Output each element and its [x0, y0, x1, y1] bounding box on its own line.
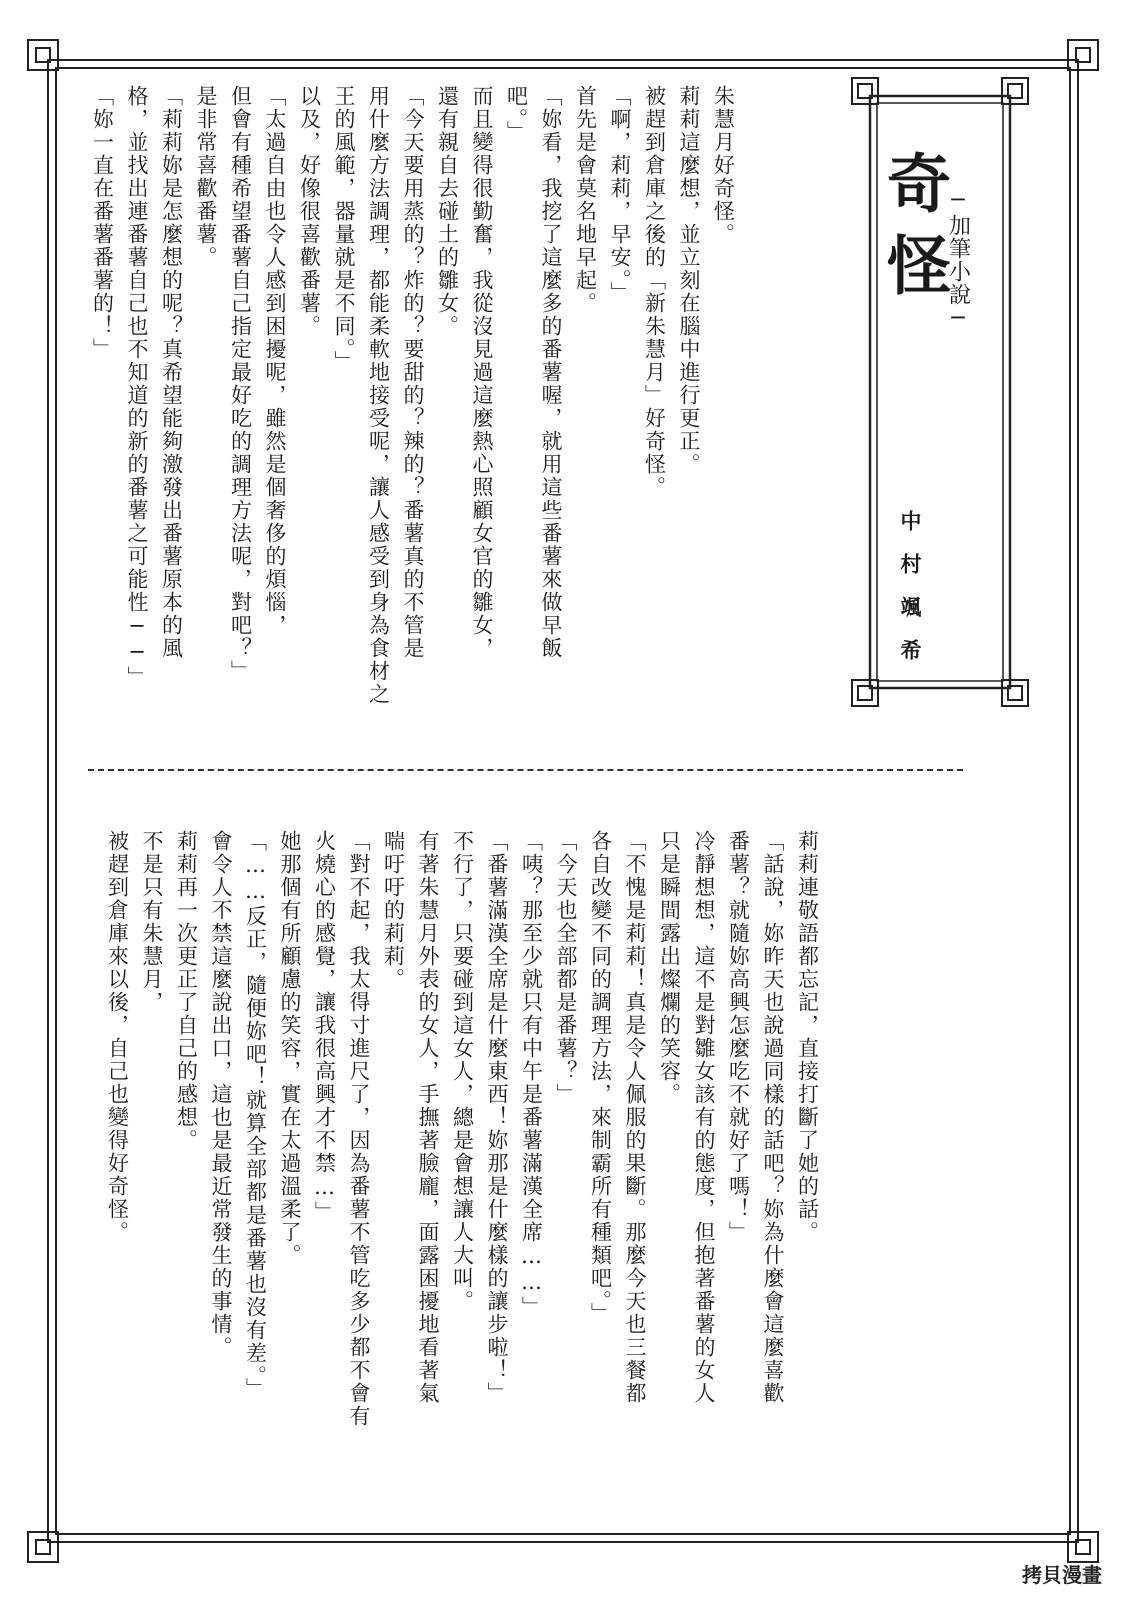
- story-text-bottom-body: [100, 830, 825, 1428]
- corner-ornament-tl: [28, 40, 58, 70]
- text-line: 而且變得很勤奮，我從沒見過這麼熱心照顧女官的雛女，: [470, 85, 494, 660]
- section-divider: [88, 769, 963, 771]
- text-line: 「番薯滿漢全席是什麼東西！妳那是什麼樣的讓步啦！」: [485, 830, 509, 1405]
- series-dash-bottom: ─: [945, 306, 971, 332]
- text-line: 只是瞬間露出燦爛的笑容。: [657, 830, 682, 1106]
- text-line: 還有親自去碰土的雛女。: [435, 85, 460, 338]
- text-line: 「今天要用蒸的？炸的？要甜的？辣的？番薯真的不管是: [401, 85, 425, 660]
- text-line: 喘吁吁的莉莉。: [381, 830, 406, 991]
- text-line: 「妳一直在番薯番薯的！」: [90, 85, 115, 361]
- text-line: 火燒心的感覺，讓我很高興才不禁…」: [312, 830, 337, 1224]
- text-line: 「對不起，我太得寸進尺了，因為番薯不管吃多少都不會有: [347, 830, 371, 1428]
- text-line: 冷靜想想，這不是對雛女該有的態度，但抱著番薯的女人: [692, 830, 716, 1405]
- text-line: 吧。」: [504, 85, 529, 144]
- text-line: 被趕到倉庫來以後，自己也變得好奇怪。: [105, 830, 130, 1244]
- text-line: 不是只有朱慧月，: [140, 830, 164, 1014]
- corner-ornament-bl: [28, 1532, 58, 1562]
- text-line: 會令人不禁這麼說出口，這也是最近常發生的事情。: [209, 830, 233, 1359]
- text-line: 被趕到倉庫之後的「新朱慧月」好奇怪。: [642, 85, 667, 499]
- text-line: 「話說，妳昨天也說過同樣的話吧？妳為什麼會這麼喜歡: [761, 830, 785, 1405]
- text-line: 莉莉這麼想，並立刻在腦中進行更正。: [677, 85, 701, 476]
- text-line: 格，並找出連番薯自己也不知道的新的番薯之可能性──」: [125, 85, 149, 689]
- text-line: 「妳看，我挖了這麼多的番薯喔，就用這些番薯來做早飯: [539, 85, 563, 660]
- text-line: 但會有種希望番薯自己指定最好吃的調理方法呢，對吧？」: [228, 85, 253, 683]
- text-line: 朱慧月好奇怪。: [711, 85, 736, 246]
- story-text-top: [85, 85, 736, 715]
- story-title: 奇怪: [876, 150, 951, 314]
- text-line: 「……反正，隨便妳吧！就算全部都是番薯也沒有差。」: [243, 830, 268, 1401]
- corner-ornament-tr: [1068, 40, 1098, 70]
- text-line: 「太過自由也令人感到困擾呢，雖然是個奢侈的煩惱，: [263, 85, 287, 637]
- text-line: 王的風範，器量就是不同。」: [332, 85, 356, 374]
- text-line: 「咦？那至少就只有中午是番薯滿漢全席……」: [519, 830, 544, 1319]
- text-line: 有著朱慧月外表的女人，手撫著臉龐，面露困擾地看著氣: [416, 830, 440, 1405]
- text-line: 「不愧是莉莉！真是令人佩服的果斷。那麼今天也三餐都: [623, 830, 647, 1405]
- text-line: 不行了，只要碰到這女人，總是會想讓人大叫。: [450, 830, 475, 1313]
- text-line: 首先是會莫名地早起。: [573, 85, 598, 315]
- text-line: 「今天也全部都是番薯？」: [554, 830, 578, 1106]
- text-line: 莉莉連敬語都忘記，直接打斷了她的話。: [795, 830, 820, 1244]
- series-text: 加筆小說: [945, 214, 971, 306]
- text-line: 各自改變不同的調理方法，來制霸所有種類吧。」: [588, 830, 613, 1326]
- text-line: 番薯？就隨妳高興怎麼吃不就好了嗎！」: [726, 830, 751, 1244]
- text-line: 以及，好像很喜歡番薯。: [297, 85, 322, 338]
- author-name: 中村颯希: [898, 510, 922, 682]
- story-text-bottom: [100, 830, 965, 1428]
- text-line: 「啊，莉莉，早安。」: [608, 85, 632, 305]
- text-line: 用什麼方法調理，都能柔軟地接受呢，讓人感受到身為食材之: [366, 85, 391, 706]
- story-text-top-body: [85, 85, 741, 715]
- text-line: 莉莉再一次更正了自己的感想。: [174, 830, 199, 1152]
- text-line: 是非常喜歡番薯。: [194, 85, 218, 269]
- corner-ornament-br: [1068, 1532, 1098, 1562]
- watermark: 拷貝漫畫: [1022, 1563, 1102, 1587]
- text-line: 她那個有所顧慮的笑容，實在太過溫柔了。: [278, 830, 302, 1267]
- text-line: 「莉莉妳是怎麼想的呢？真希望能夠激發出番薯原本的風: [159, 85, 184, 660]
- series-dash-top: ─: [945, 188, 971, 214]
